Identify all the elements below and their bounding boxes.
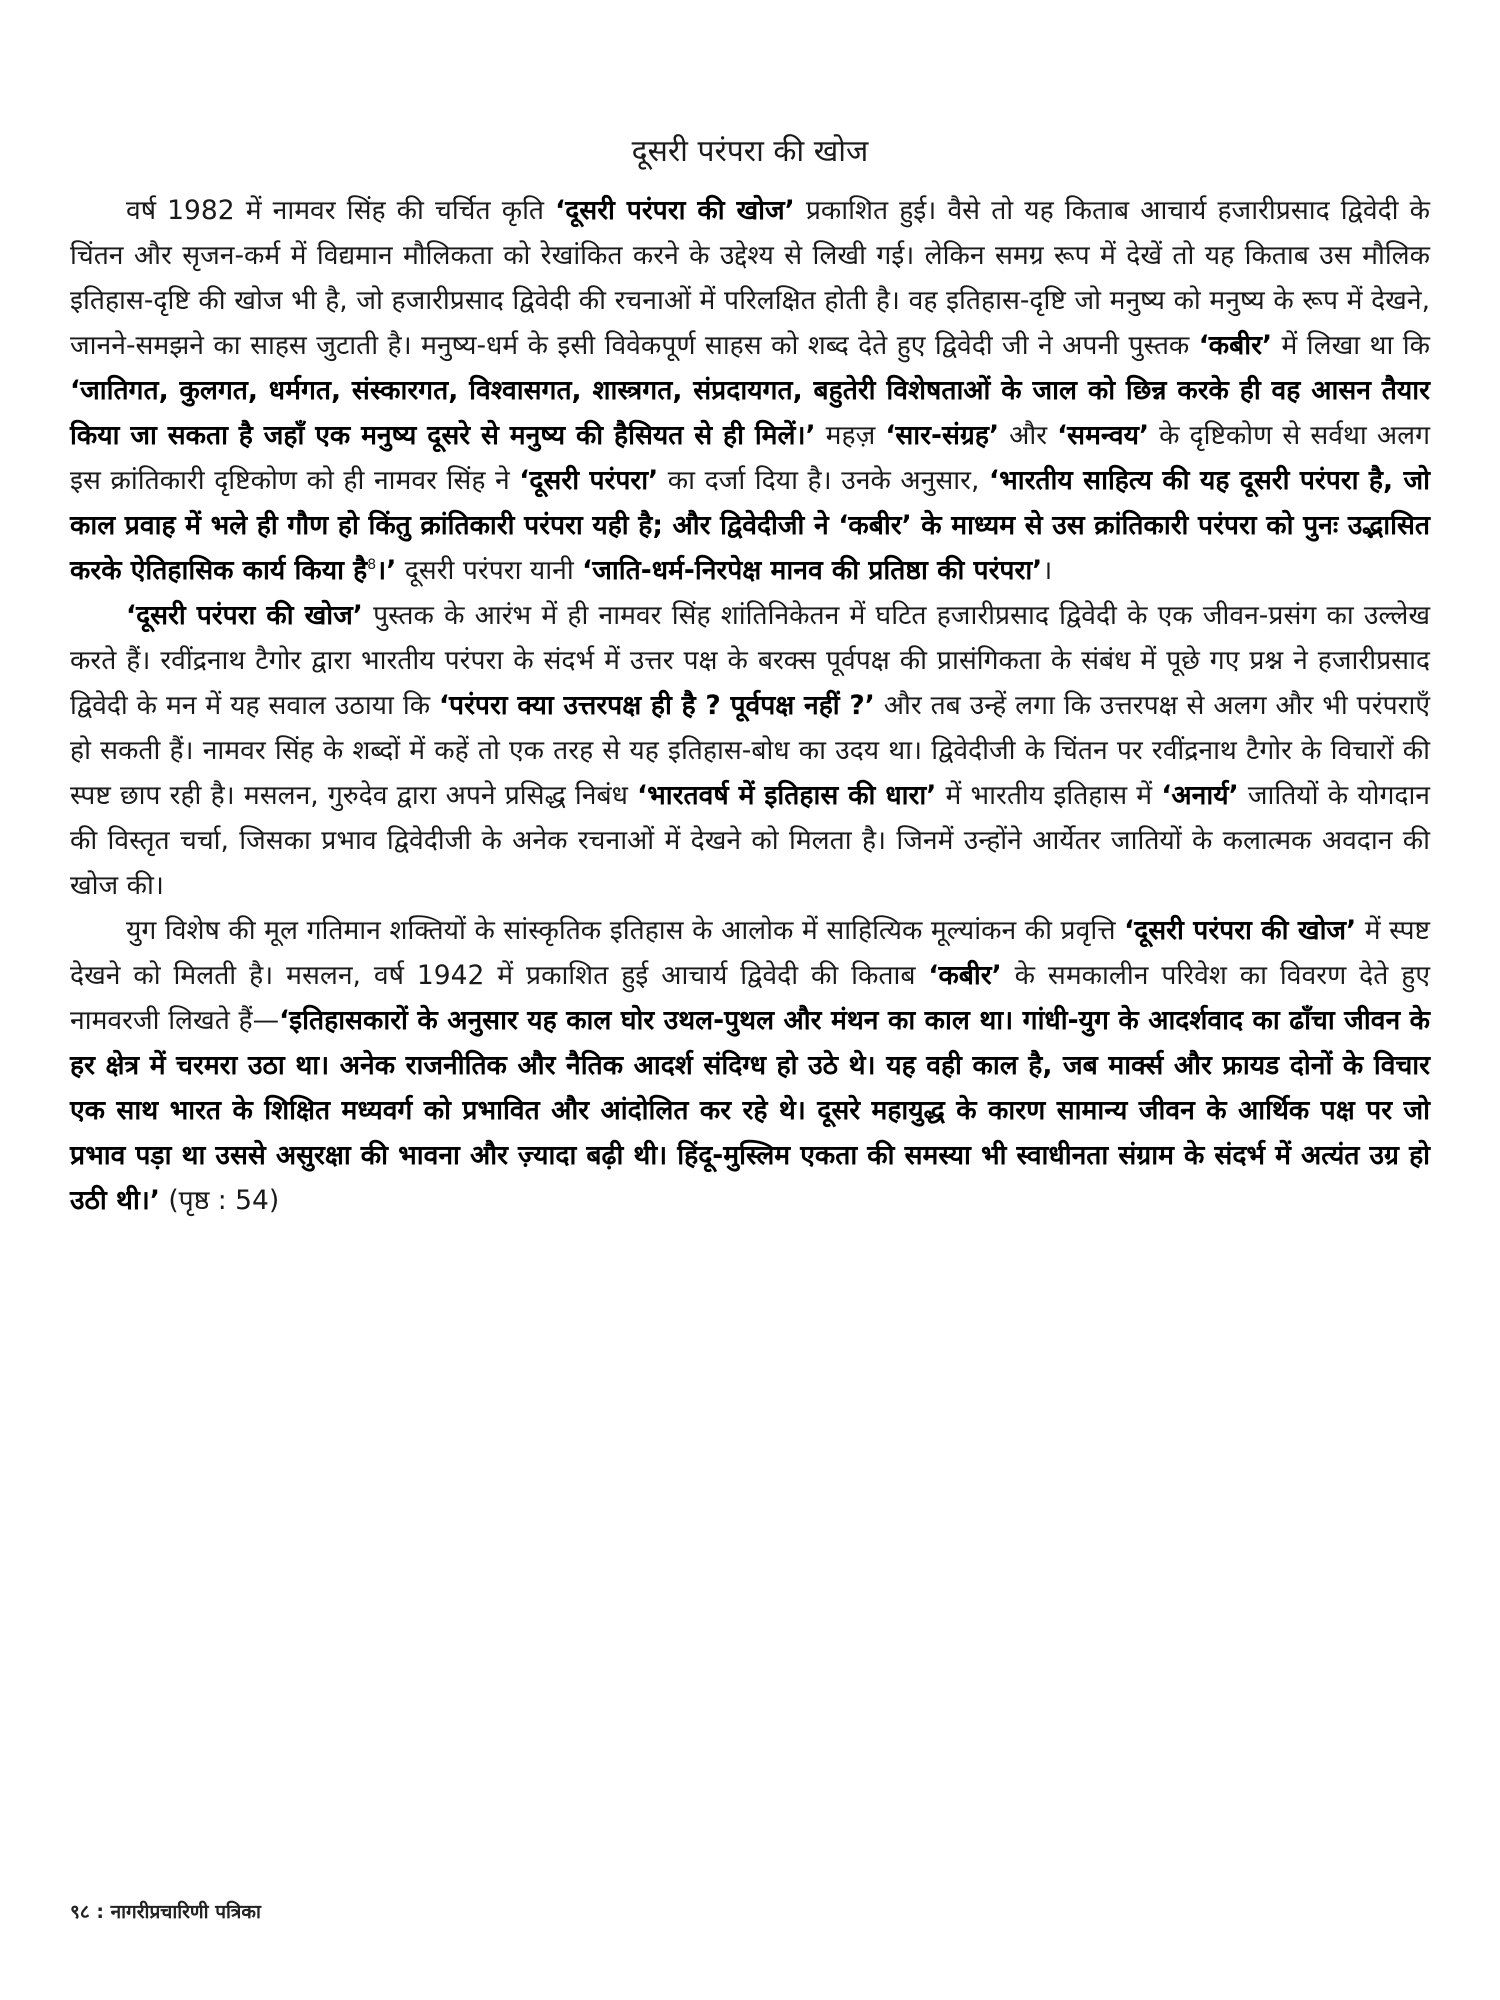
text-run: में स्पष्ट देखने को मिलती है। मसलन, वर्ष 1942 में प्रकाशित हुई आचार्य द्विवेदी की किताब bbox=[70, 915, 1431, 991]
paragraph bbox=[70, 908, 1430, 1223]
text-run: युग विशेष की मूल गतिमान शक्तियों के सांस्कृतिक इतिहास के आलोक में साहित्यिक मूल्यांकन की प्रवृत्ति bbox=[126, 915, 1125, 946]
bold-quote: ।’ bbox=[376, 555, 397, 586]
bold-quote: ‘दूसरी परंपरा की खोज’ bbox=[555, 195, 795, 226]
text-run: (पृष्ठ : 54) bbox=[159, 1185, 280, 1216]
bold-quote: ‘कबीर’ bbox=[1198, 330, 1273, 361]
footnote-ref: 8 bbox=[367, 557, 377, 574]
text-run: में लिखा था कि bbox=[1272, 330, 1430, 361]
text-run: में भारतीय इतिहास में bbox=[936, 780, 1162, 811]
paragraph bbox=[70, 188, 1430, 593]
text-run: के समकालीन परिवेश का विवरण देते हुए नामवरजी लिखते हैं— bbox=[70, 960, 1430, 1036]
bold-quote: ‘जातिगत, कुलगत, धर्मगत, संस्कारगत, विश्वासगत, शास्त्रगत, संप्रदायगत, बहुतेरी विशेषताओं के जाल को छिन्न करके ही वह आसन तैयार किया जा सकता है जहाँ एक मनुष्य दूसरे से मनुष्य की हैसियत से ही मिलें।’ bbox=[70, 375, 1430, 451]
bold-quote: ‘सार-संग्रह’ bbox=[885, 420, 1000, 451]
text-run: के दृष्टिकोण से सर्वथा अलग इस क्रांतिकारी दृष्टिकोण को ही नामवर सिंह ने bbox=[70, 420, 1430, 496]
bold-quote: ‘दूसरी परंपरा की खोज’ bbox=[1124, 915, 1357, 946]
text-run: प्रकाशित हुई। वैसे तो यह किताब आचार्य हजारीप्रसाद द्विवेदी के चिंतन और सृजन-कर्म में विद्यमान मौलिकता को रेखांकित करने के उद्देश्य से लिखी गई। लेकिन समग्र रूप में देखें तो यह किताब उस मौलिक इतिहास-दृष्टि की खोज भी है, जो हजारीप्रसाद द्विवेदी की रचनाओं में परिलक्षित होती है। वह इतिहास-दृष्टि जो मनुष्य को मनुष्य के रूप में देखने, जानने-समझने का साहस जुटाती है। मनुष्य-धर्म के इसी विवेकपूर्ण साहस को शब्द देते हुए द्विवेदी जी ने अपनी पुस्तक bbox=[70, 195, 1431, 361]
text-run: पुस्तक के आरंभ में ही नामवर सिंह शांतिनिकेतन में घटित हजारीप्रसाद द्विवेदी के एक जीवन-प्रसंग का उल्लेख करते हैं। रवींद्रनाथ टैगोर द्वारा भारतीय परंपरा के संदर्भ में उत्तर पक्ष के बरक्स पूर्वपक्ष की प्रासंगिकता के संबंध में पूछे गए प्रश्न ने हजारीप्रसाद द्विवेदी के मन में यह सवाल उठाया कि bbox=[70, 600, 1430, 721]
bold-quote: ‘दूसरी परंपरा की खोज’ bbox=[126, 600, 363, 631]
text-run: का दर्जा दिया है। उनके अनुसार, bbox=[658, 465, 990, 496]
article-body bbox=[70, 188, 1430, 1223]
text-run: और तब उन्हें लगा कि उत्तरपक्ष से अलग और भी परंपराएँ हो सकती हैं। नामवर सिंह के शब्दों में कहें तो एक तरह से यह इतिहास-बोध का उदय था। द्विवेदीजी के चिंतन पर रवींद्रनाथ टैगोर के विचारों की स्पष्ट छाप रही है। मसलन, गुरुदेव द्वारा अपने प्रसिद्ध निबंध bbox=[70, 690, 1430, 811]
bold-quote: ‘भारतवर्ष में इतिहास की धारा’ bbox=[637, 780, 937, 811]
text-run: और bbox=[999, 420, 1058, 451]
bold-quote: ‘समन्वय’ bbox=[1057, 420, 1150, 451]
bold-quote: ‘अनार्य’ bbox=[1161, 780, 1239, 811]
bold-quote: ‘इतिहासकारों के अनुसार यह काल घोर उथल-पुथल और मंथन का काल था। गांधी-युग के आदर्शवाद का ढाँचा जीवन के हर क्षेत्र में चरमरा उठा था। अनेक राजनीतिक और नैतिक आदर्श संदिग्ध हो उठे थे। यह वही काल है, जब मार्क्स और फ्रायड दोनों के विचार एक साथ भारत के शिक्षित मध्यवर्ग को प्रभावित और आंदोलित कर रहे थे। दूसरे महायुद्ध के कारण सामान्य जीवन के आर्थिक पक्ष पर जो प्रभाव पड़ा था उससे असुरक्षा की भावना और ज़्यादा बढ़ी थी। हिंदू-मुस्लिम एकता की समस्या भी स्वाधीनता संग्राम के संदर्भ में अत्यंत उग्र हो उठी थी।’ bbox=[70, 1005, 1430, 1216]
text-run: जातियों के योगदान की विस्तृत चर्चा, जिसका प्रभाव द्विवेदीजी के अनेक रचनाओं में देखने को मिलता है। जिनमें उन्होंने आर्येतर जातियों के कलात्मक अवदान की खोज की। bbox=[70, 780, 1431, 901]
bold-quote: ‘दूसरी परंपरा’ bbox=[519, 465, 659, 496]
text-run: महज़ bbox=[815, 420, 886, 451]
text-run: दूसरी परंपरा यानी bbox=[396, 555, 583, 586]
bold-quote: ‘कबीर’ bbox=[928, 960, 1002, 991]
page-footer: ९८ : नागरीप्रचारिणी पत्रिका bbox=[70, 1901, 261, 1923]
bold-quote: ‘परंपरा क्या उत्तरपक्ष ही है ? पूर्वपक्ष नहीं ?’ bbox=[438, 690, 875, 721]
text-run: वर्ष 1982 में नामवर सिंह की चर्चित कृति bbox=[126, 195, 556, 226]
bold-quote: ‘भारतीय साहित्य की यह दूसरी परंपरा है, जो काल प्रवाह में भले ही गौण हो किंतु क्रांतिकारी परंपरा यही है; और द्विवेदीजी ने ‘कबीर’ के माध्यम से उस क्रांतिकारी परंपरा को पुनः उद्भासित करके ऐतिहासिक कार्य किया है bbox=[70, 465, 1430, 586]
text-run: । bbox=[1042, 555, 1053, 586]
page-title: दूसरी परंपरा की खोज bbox=[631, 134, 869, 169]
paragraph bbox=[70, 593, 1430, 908]
bold-quote: ‘जाति-धर्म-निरपेक्ष मानव की प्रतिष्ठा की परंपरा’ bbox=[582, 555, 1043, 586]
